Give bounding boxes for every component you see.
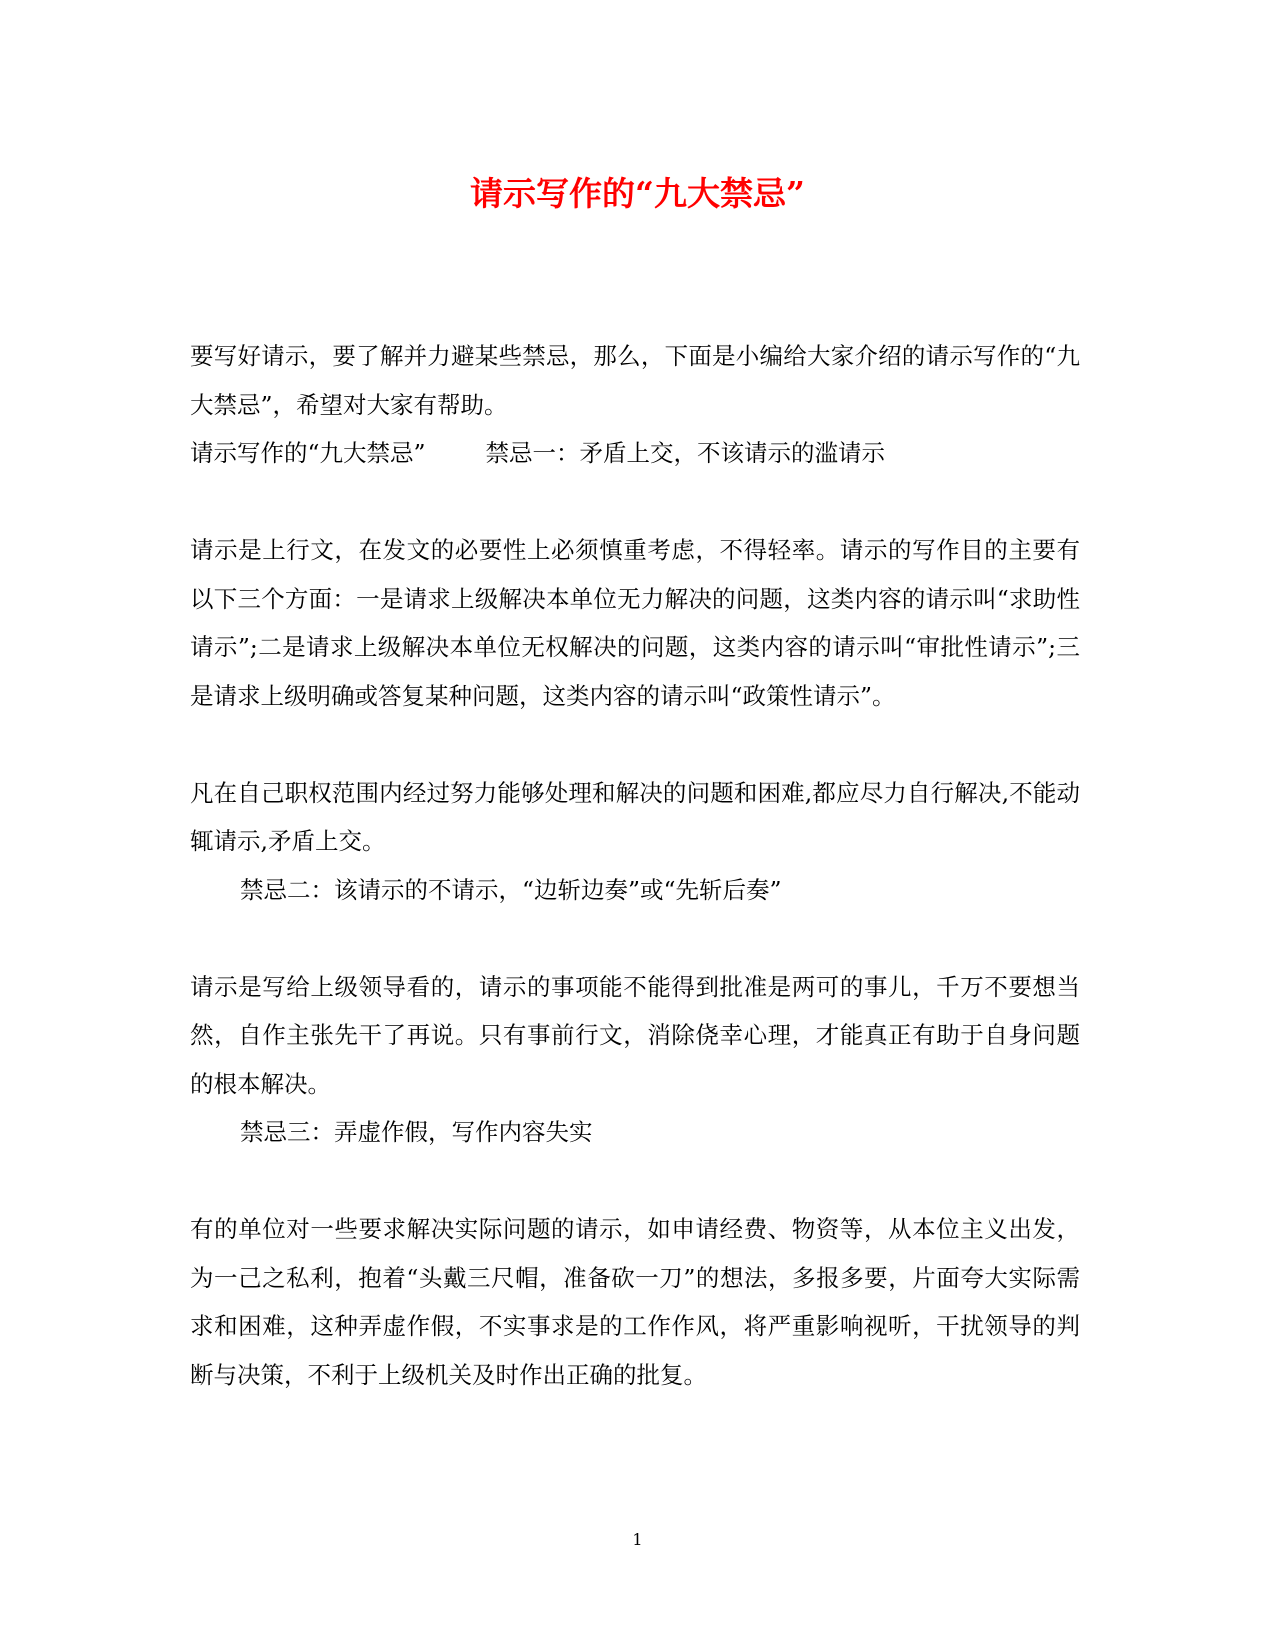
document-title: 请示写作的“九大禁忌” <box>470 174 805 213</box>
taboo2-paragraph: 请示是写给上级领导看的，请示的事项能不能得到批准是两可的事儿，千万不要想当然，自作主张先干了再说。只有事前行文，消除侥幸心理，才能真正有助于自身问题的根本解决。 <box>190 972 1080 1098</box>
taboo2-heading: 禁忌二：该请示的不请示，“边斩边奏”或“先斩后奏” <box>240 875 782 904</box>
taboo1-paragraph-2: 凡在自己职权范围内经过努力能够处理和解决的问题和困难,都应尽力自行解决,不能动辄请示,矛盾上交。 <box>190 778 1080 855</box>
intro-paragraph: 要写好请示，要了解并力避某些禁忌，那么，下面是小编给大家介绍的请示写作的“九大禁忌”，希望对大家有帮助。 <box>190 342 1080 419</box>
taboo1-heading-line <box>190 429 1080 478</box>
paragraph-gap <box>190 478 1080 527</box>
taboo1-heading: 禁忌一：矛盾上交，不该请示的滥请示 <box>485 439 886 467</box>
taboo3-paragraph: 有的单位对一些要求解决实际问题的请示，如申请经费、物资等，从本位主义出发，为一己之私利，抱着“头戴三尺帽，准备砍一刀”的想法，多报多要，片面夸大实际需求和困难，这种弄虚作假，不实事求是的工作作风，将严重影响视听，干扰领导的判断与决策，不利于上级机关及时作出正确的批复。 <box>190 1215 1080 1389</box>
paragraph-gap <box>190 1157 1080 1206</box>
paragraph-gap <box>190 720 1080 769</box>
document-body <box>190 332 1080 1399</box>
taboo1-paragraph-1: 请示是上行文，在发文的必要性上必须慎重考虑，不得轻率。请示的写作目的主要有以下三个方面：一是请求上级解决本单位无力解决的问题，这类内容的请示叫“求助性请示”;二是请求上级解决本单位无权解决的问题，这类内容的请示叫“审批性请示”;三是请求上级明确或答复某种问题，这类内容的请示叫“政策性请示”。 <box>190 536 1080 710</box>
taboo3-heading: 禁忌三：弄虚作假，写作内容失实 <box>240 1118 593 1146</box>
subtitle-repeat: 请示写作的“九大禁忌” <box>190 439 426 467</box>
page-number: 1 <box>632 1530 643 1549</box>
paragraph-gap <box>190 914 1080 963</box>
